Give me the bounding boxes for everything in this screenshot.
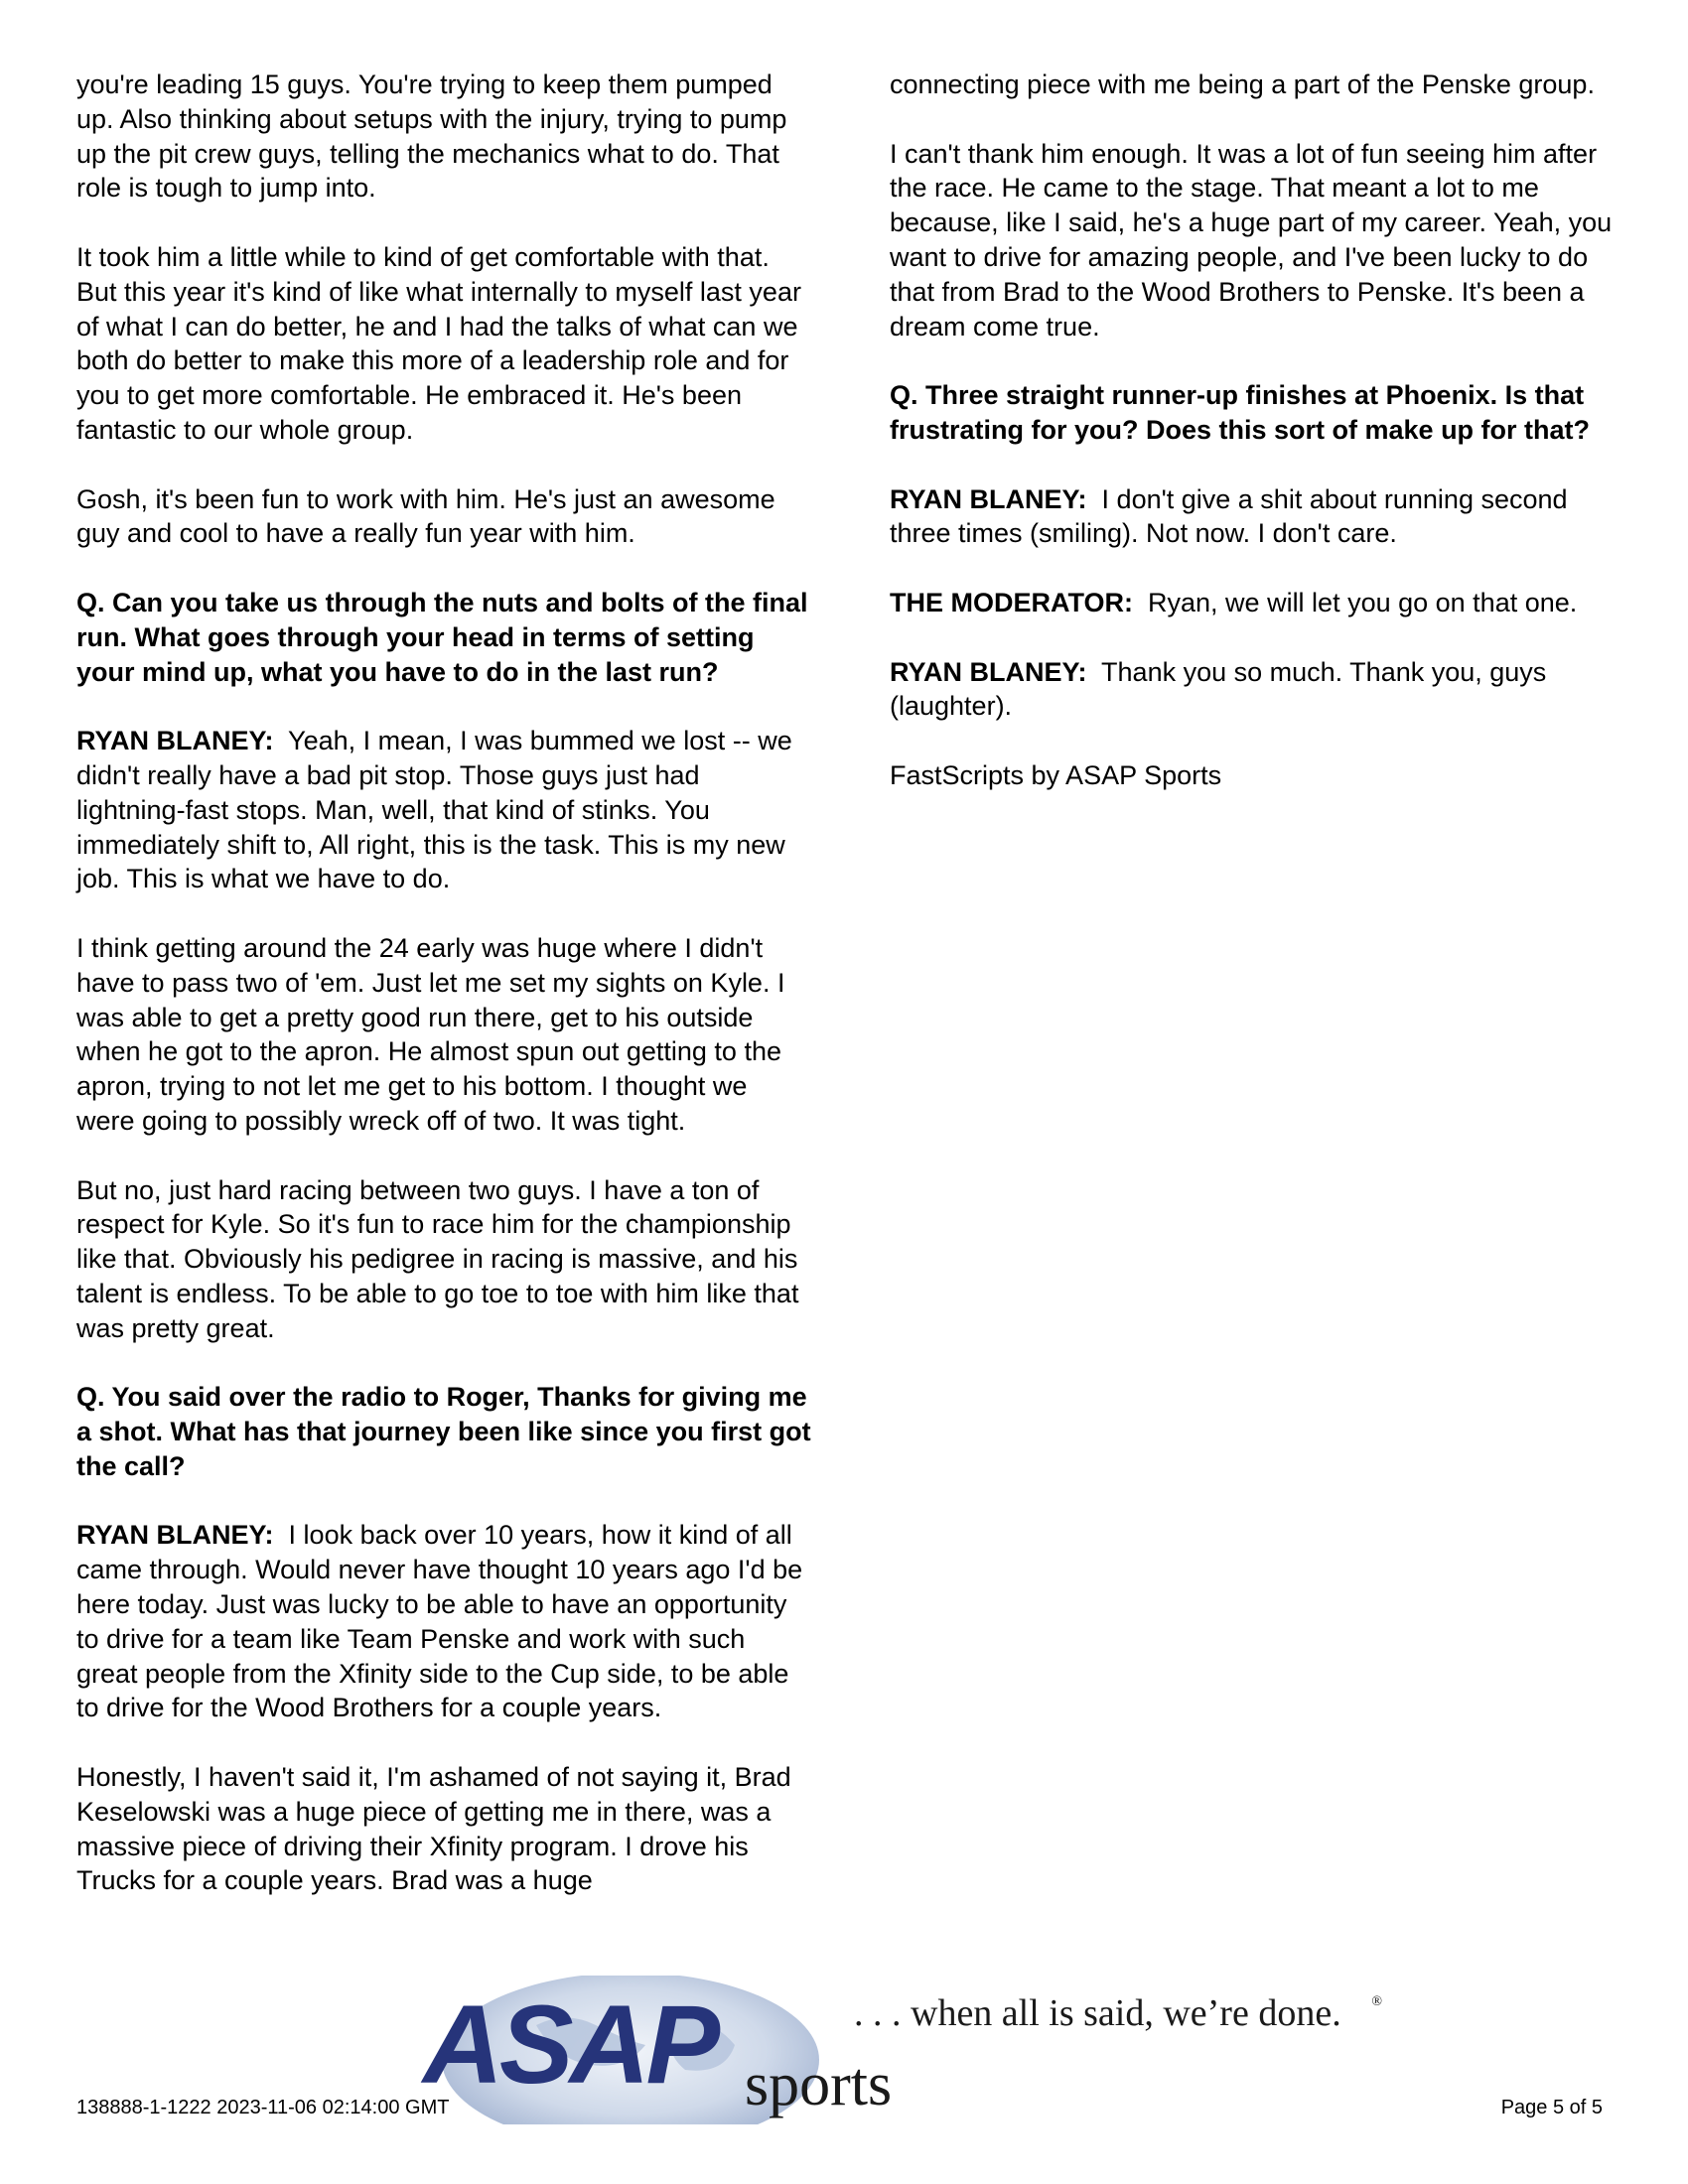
answer-text: Ryan, we will let you go on that one. xyxy=(1148,587,1578,617)
logo-wordmark-sports: sports xyxy=(745,2051,893,2118)
page-number: Page 5 of 5 xyxy=(1500,2097,1603,2118)
speaker-label: THE MODERATOR: xyxy=(890,587,1133,617)
logo-tagline: . . . when all is said, we’re done. xyxy=(854,1992,1341,2034)
question-paragraph: Q. Three straight runner-up finishes at Phoenix. Is that frustrating for you? Does this sort of make up for that? xyxy=(890,380,1591,445)
answer-paragraph xyxy=(890,655,1619,725)
question-paragraph: Q. You said over the radio to Roger, Thanks for giving me a shot. What has that journey been like since you first got the call? xyxy=(76,1382,811,1481)
registered-mark: ® xyxy=(1371,1994,1382,2009)
body-paragraph: I think getting around the 24 early was huge where I didn't have to pass two of 'em. Just let me set my sights on Kyle. I was able to get a pretty good run there, get to his outside when he got to the apron. He almost spun out getting to the apron, trying to not let me get to his bottom. I thought we were going to possibly wreck off of two. It was tight. xyxy=(76,932,785,1136)
speaker-label: RYAN BLANEY: xyxy=(76,726,274,756)
body-paragraph: It took him a little while to kind of get comfortable with that. But this year it's kind of like what internally to myself last year of what I can do better, he and I had the talks of what can we both do better to make this more of a leadership role and for you to get more comfortable. He embraced it. He's been fantastic to our whole group. xyxy=(76,241,801,445)
transcript-column-left xyxy=(76,68,811,1933)
asap-sports-logo xyxy=(417,1976,1390,2124)
answer-text: Thank you so much. Thank you, guys (laughter). xyxy=(890,656,1547,722)
question-paragraph: Q. Can you take us through the nuts and bolts of the final run. What goes through your head in terms of setting your mind up, what you have to do in the last run? xyxy=(76,587,808,687)
speaker-label: RYAN BLANEY: xyxy=(890,483,1087,514)
answer-paragraph xyxy=(76,724,811,896)
body-paragraph: But no, just hard racing between two guys. I have a ton of respect for Kyle. So it's fun to race him for the championship like that. Obviously his pedigree in racing is massive, and his talent is endless. To be able to go toe to toe with him like that was pretty great. xyxy=(76,1174,799,1343)
body-paragraph: Gosh, it's been fun to work with him. He's just an awesome guy and cool to have a really fun year with him. xyxy=(76,483,775,549)
speaker-label: RYAN BLANEY: xyxy=(890,656,1087,687)
answer-text: I don't give a shit about running second three times (smiling). Not now. I don't care. xyxy=(890,483,1568,549)
body-paragraph: connecting piece with me being a part of the Penske group. xyxy=(890,69,1595,99)
body-paragraph: you're leading 15 guys. You're trying to keep them pumped up. Also thinking about setups with the injury, trying to pump up the pit crew guys, telling the mechanics what to do. That role is tough to jump into. xyxy=(76,69,787,204)
answer-paragraph xyxy=(890,482,1619,552)
body-paragraph: Honestly, I haven't said it, I'm ashamed of not saying it, Brad Keselowski was a huge piece of getting me in there, was a massive piece of driving their Xfinity program. I drove his Trucks for a couple years. Brad was a huge xyxy=(76,1762,791,1896)
answer-paragraph xyxy=(890,586,1619,620)
transcript-column-right xyxy=(890,68,1619,828)
answer-paragraph xyxy=(76,1518,811,1725)
logo-wordmark-asap: ASAP xyxy=(423,1982,717,2107)
document-id-timestamp: 138888-1-1222 2023-11-06 02:14:00 GMT xyxy=(76,2097,450,2118)
body-paragraph: I can't thank him enough. It was a lot of fun seeing him after the race. He came to the stage. That meant a lot to me because, like I said, he's a huge part of my career. Yeah, you want to drive for amazing people, and I've been lucky to do that from Brad to the Wood Brothers to Penske. It's been a dream come true. xyxy=(890,138,1613,341)
answer-text: I look back over 10 years, how it kind of all came through. Would never have thought 10 years ago I'd be here today. Just was lucky to be able to have an opportunity to drive for a team like Team Penske and work with such great people from the Xfinity side to the Cup side, to be able to drive for the Wood Brothers for a couple years. xyxy=(76,1520,803,1723)
body-paragraph: FastScripts by ASAP Sports xyxy=(890,759,1222,790)
speaker-label: RYAN BLANEY: xyxy=(76,1520,274,1551)
answer-text: Yeah, I mean, I was bummed we lost -- we didn't really have a bad pit stop. Those guys just had lightning-fast stops. Man, well, that kind of stinks. You immediately shift to, All right, this is the task. This is my new job. This is what we have to do. xyxy=(76,726,792,894)
